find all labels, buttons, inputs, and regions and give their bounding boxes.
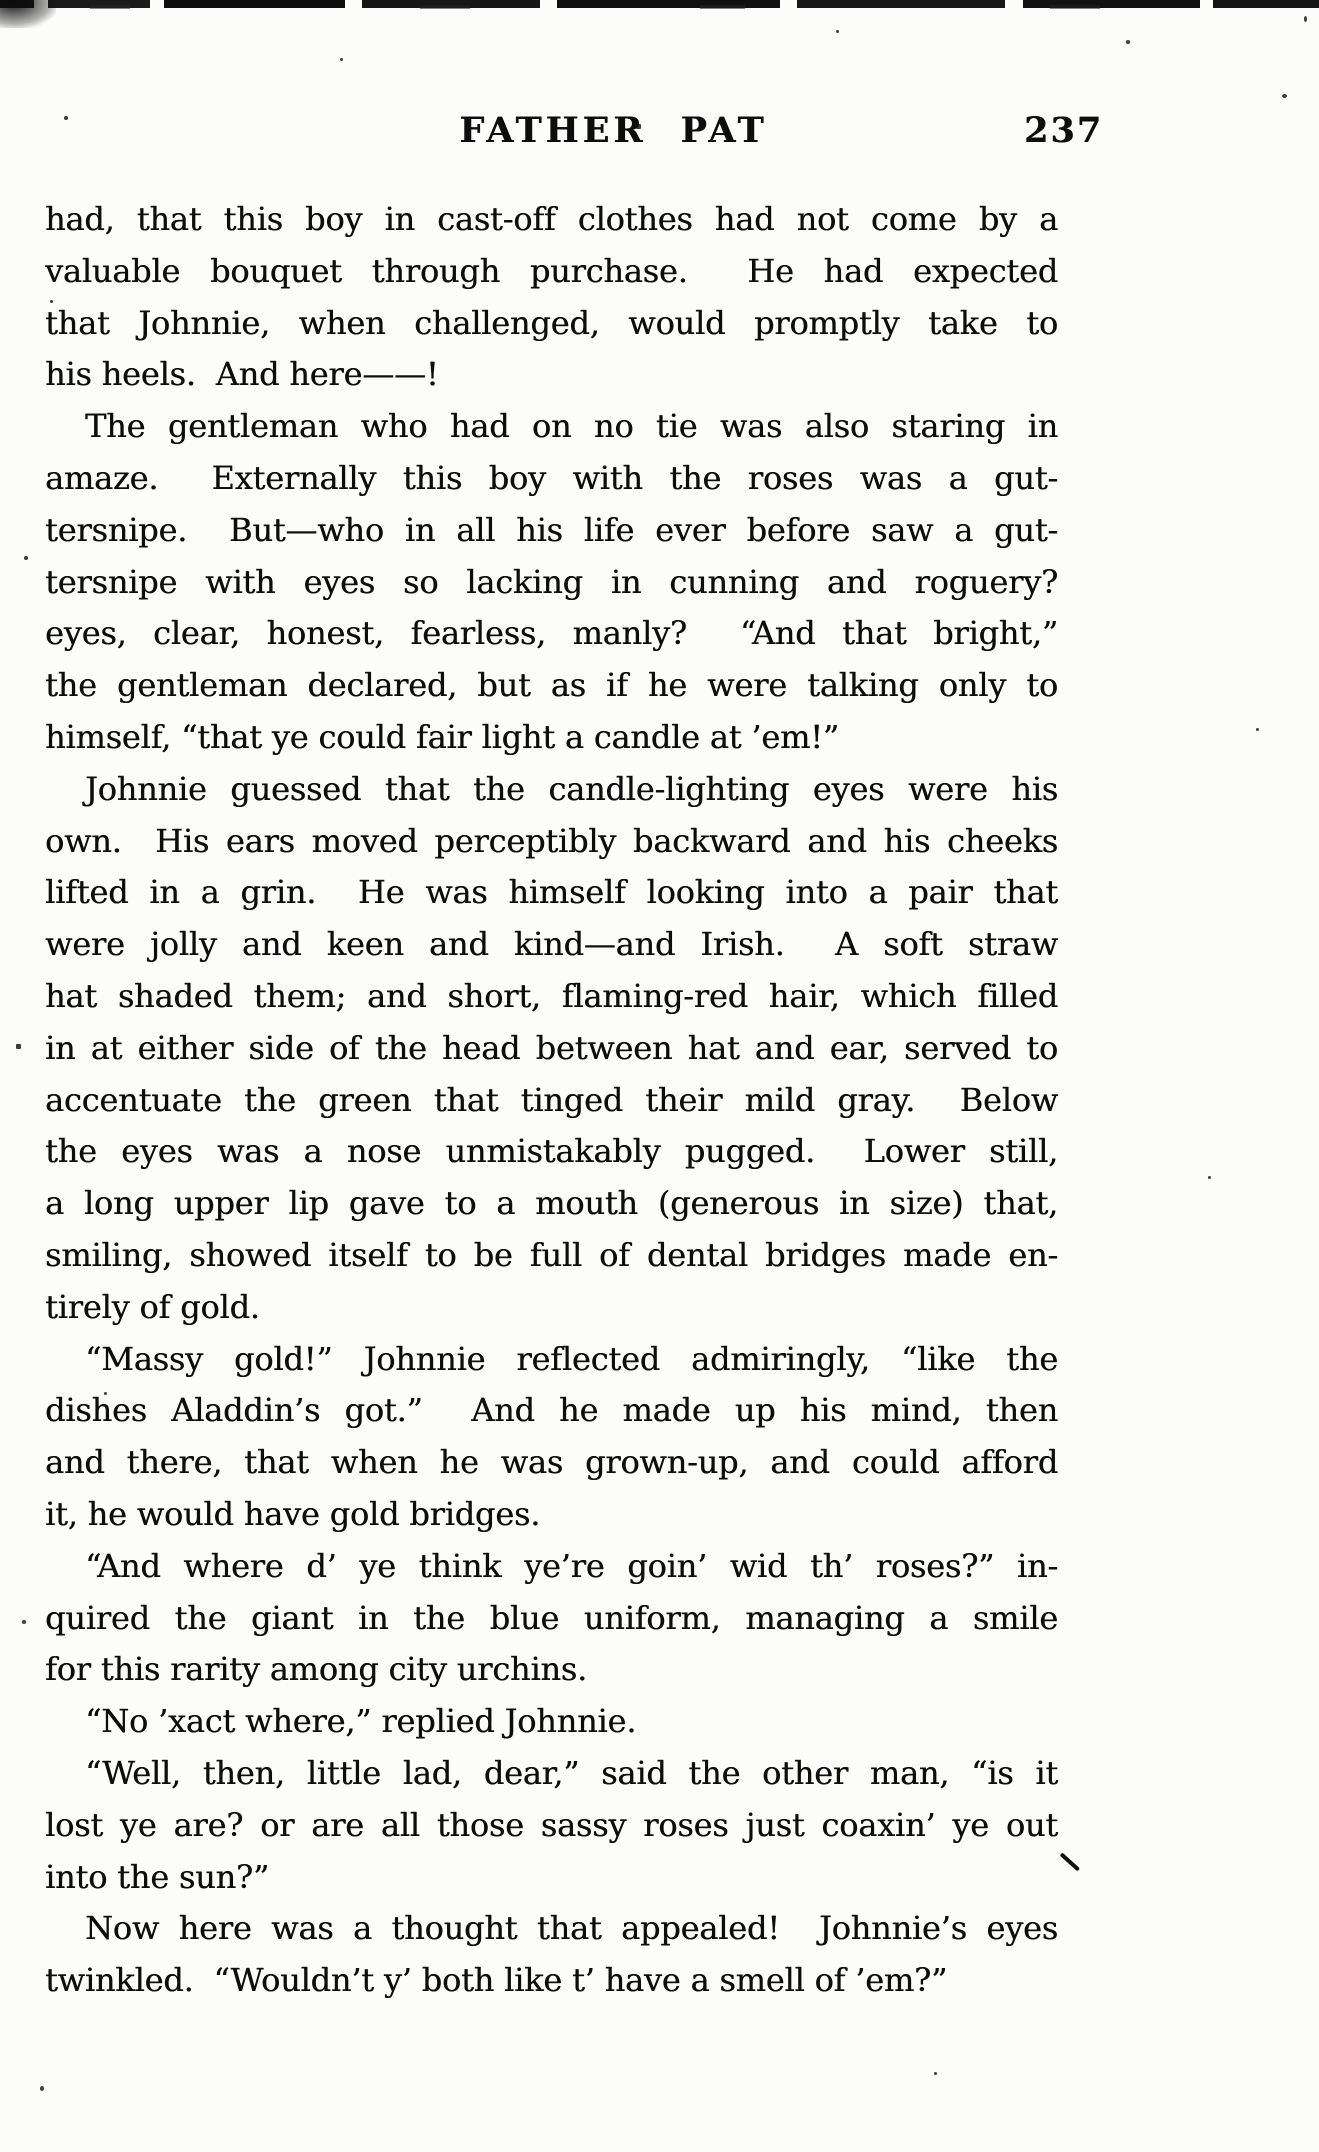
text-line xyxy=(45,1282,1058,1334)
scan-speck xyxy=(64,116,68,120)
text-line xyxy=(45,712,1058,764)
text-line xyxy=(45,1489,1058,1541)
scan-speck xyxy=(934,2072,937,2075)
text-line xyxy=(45,1903,1058,1955)
text-line xyxy=(45,1178,1058,1230)
text-line-content: accentuate the green that tinged their mild gray. Below xyxy=(45,1080,1058,1119)
text-line-content: smiling, showed itself to be full of dental bridges made en- xyxy=(45,1235,1058,1274)
text-line xyxy=(45,919,1058,971)
text-line-content: Now here was a thought that appealed! Johnnie’s eyes xyxy=(85,1909,1058,1948)
text-line xyxy=(45,1230,1058,1282)
text-line xyxy=(45,401,1058,453)
scan-speck xyxy=(1304,16,1307,22)
text-line-content: his heels. And here——! xyxy=(45,355,439,394)
text-line xyxy=(45,608,1058,660)
text-line-content: himself, “that ye could fair light a candle at ’em!” xyxy=(45,717,839,756)
text-line xyxy=(45,1800,1058,1852)
text-line-content: a long upper lip gave to a mouth (generous in size) that, xyxy=(45,1184,1058,1223)
text-line xyxy=(45,816,1058,868)
text-line xyxy=(45,867,1058,919)
text-line-content: it, he would have gold bridges. xyxy=(45,1494,541,1533)
text-line-content: had, that this boy in cast-off clothes had not come by a xyxy=(45,200,1058,238)
text-line-content: in at either side of the head between hat and ear, served to xyxy=(45,1028,1058,1067)
text-line-content: “And where d’ ye think ye’re goin’ wid th’ roses?” in- xyxy=(85,1546,1058,1585)
text-line xyxy=(45,349,1058,401)
text-line-content: the eyes was a nose unmistakably pugged. Lower still, xyxy=(45,1132,1058,1171)
text-line xyxy=(45,298,1058,350)
scan-edge-artifact xyxy=(0,5,1319,9)
text-line-content: quired the giant in the blue uniform, managing a smile xyxy=(45,1598,1058,1637)
text-line xyxy=(45,1075,1058,1127)
text-line-content: valuable bouquet through purchase. He had expected xyxy=(45,251,1058,290)
text-line-content: Johnnie guessed that the candle-lighting eyes were his xyxy=(85,769,1058,808)
text-line-content: lifted in a grin. He was himself looking into a pair that xyxy=(45,873,1058,912)
scan-speck xyxy=(1282,94,1287,98)
text-line xyxy=(45,764,1058,816)
text-line xyxy=(45,1644,1058,1696)
text-line-content: own. His ears moved perceptibly backward and his cheeks xyxy=(45,821,1058,860)
scan-speck xyxy=(40,2086,44,2091)
text-line-content: that Johnnie, when challenged, would promptly take to xyxy=(45,303,1058,342)
text-line xyxy=(45,557,1058,609)
scan-smudge-artifact xyxy=(0,0,56,28)
page-number: 237 xyxy=(1024,110,1104,151)
text-line xyxy=(45,1955,1058,2007)
text-line-content: twinkled. “Wouldn’t y’ both like t’ have a smell of ’em?” xyxy=(45,1961,948,2000)
text-line-content: The gentleman who had on no tie was also staring in xyxy=(85,407,1058,446)
text-line-content: amaze. Externally this boy with the roses was a gut- xyxy=(45,458,1058,497)
text-line-content: tersnipe. But—who in all his life ever before saw a gut- xyxy=(45,510,1058,549)
text-line-content: “Well, then, little lad, dear,” said the other man, “is it xyxy=(85,1753,1058,1792)
text-line-content: were jolly and keen and kind—and Irish. A soft straw xyxy=(45,925,1058,964)
text-line xyxy=(45,1748,1058,1800)
text-line-content: hat shaded them; and short, flaming-red hair, which filled xyxy=(45,976,1058,1015)
scan-speck xyxy=(340,58,343,61)
text-line-content: “Massy gold!” Johnnie reflected admiringly, “like the xyxy=(85,1339,1058,1378)
text-line-content: dishes Aladdin’s got.” And he made up his mind, then xyxy=(45,1391,1058,1430)
running-head-title: FATHER PAT xyxy=(459,110,768,151)
text-line-content: “No ’xact where,” replied Johnnie. xyxy=(85,1702,637,1741)
text-line-content: and there, that when he was grown-up, and could afford xyxy=(45,1443,1058,1482)
scan-speck xyxy=(16,1044,21,1049)
text-line xyxy=(45,1593,1058,1645)
text-line-content: the gentleman declared, but as if he were talking only to xyxy=(45,666,1058,705)
text-line-content: eyes, clear, honest, fearless, manly? “And that bright,” xyxy=(45,614,1058,653)
text-line xyxy=(45,246,1058,298)
scan-speck xyxy=(1126,40,1130,44)
scan-speck xyxy=(1208,1176,1211,1179)
scan-speck xyxy=(1256,728,1259,731)
text-line-content: into the sun?” xyxy=(45,1857,270,1896)
text-line xyxy=(45,1126,1058,1178)
scan-speck xyxy=(22,1620,26,1624)
text-line xyxy=(45,194,1058,246)
text-line xyxy=(45,1385,1058,1437)
scan-speck xyxy=(24,556,28,560)
text-line xyxy=(45,505,1058,557)
text-line xyxy=(45,1541,1058,1593)
scan-speck xyxy=(836,30,839,33)
text-line-content: tirely of gold. xyxy=(45,1287,260,1326)
text-line xyxy=(45,660,1058,712)
text-line xyxy=(45,1852,1058,1904)
text-line xyxy=(45,453,1058,505)
pen-mark-artifact xyxy=(1060,1852,1080,1871)
text-line xyxy=(45,971,1058,1023)
text-line xyxy=(45,1696,1058,1748)
text-line-content: tersnipe with eyes so lacking in cunning and roguery? xyxy=(45,562,1058,601)
text-line-content: lost ye are? or are all those sassy roses just coaxin’ ye out xyxy=(45,1805,1058,1844)
page-text xyxy=(45,194,1058,2007)
text-line xyxy=(45,1334,1058,1386)
text-line xyxy=(45,1023,1058,1075)
text-line xyxy=(45,1437,1058,1489)
text-line-content: for this rarity among city urchins. xyxy=(45,1650,587,1689)
